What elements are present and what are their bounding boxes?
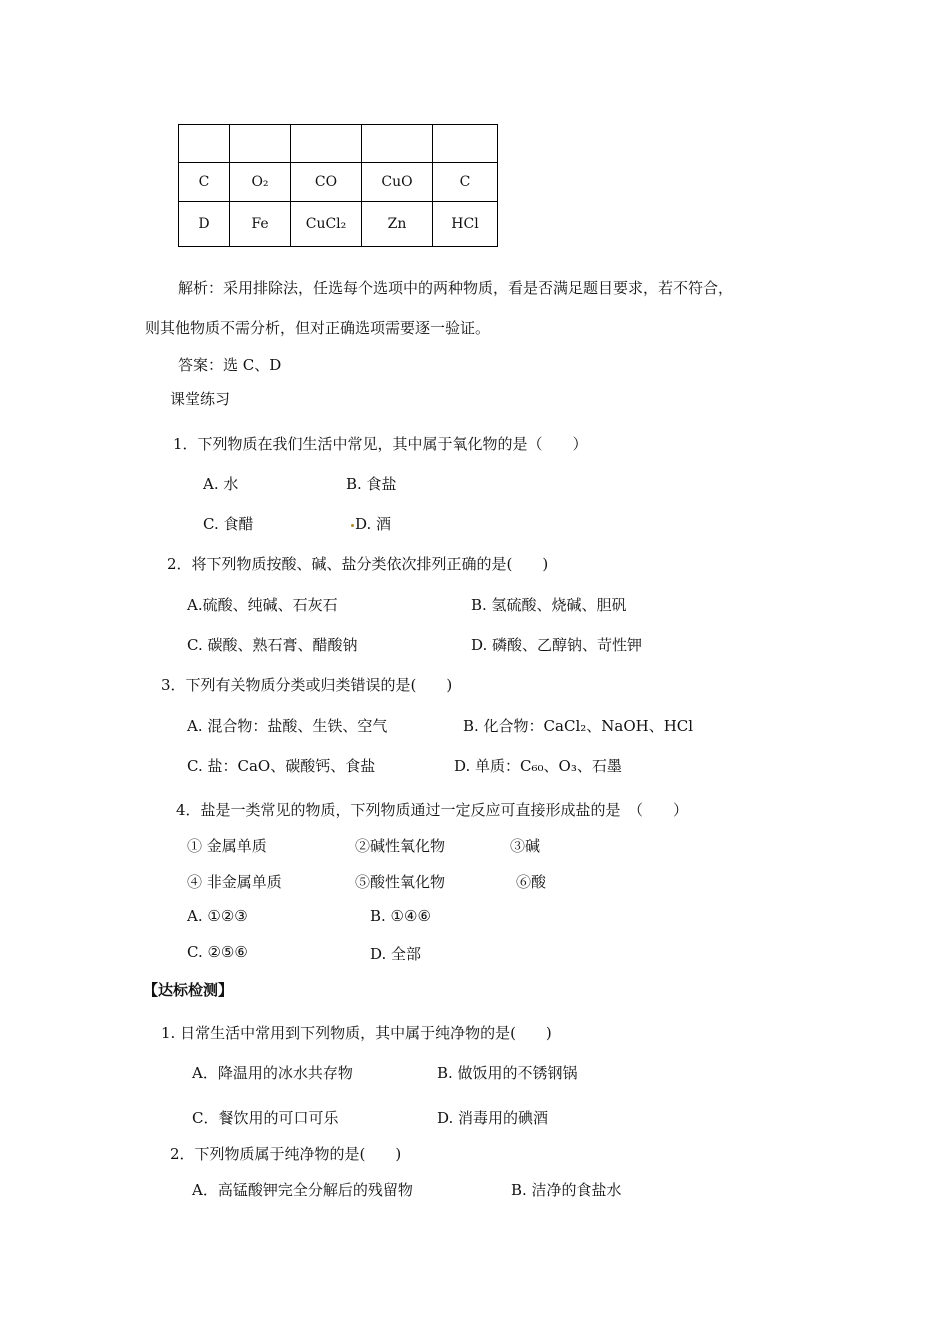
question-2-option-a: A.硫酸、纯碱、石灰石: [187, 596, 338, 614]
table-row: [179, 163, 498, 202]
question-4-item-2: ②碱性氧化物: [355, 837, 446, 855]
table-cell: C: [433, 163, 498, 202]
table-cell: [179, 125, 230, 163]
table-cell: Zn: [362, 202, 433, 247]
table-cell: HCl: [433, 202, 498, 247]
question-3-option-c: C. 盐：CaO、碳酸钙、食盐: [187, 757, 376, 775]
classroom-heading: 课堂练习: [170, 390, 231, 408]
table-cell: [433, 125, 498, 163]
question-4-option-a: A. ①②③: [187, 907, 248, 925]
table-cell: O₂: [230, 163, 291, 202]
analysis-line-1: 解析：采用排除法，任选每个选项中的两种物质，看是否满足题目要求，若不符合，: [178, 279, 734, 297]
analysis-line-2: 则其他物质不需分析，但对正确选项需要逐一验证。: [145, 319, 491, 337]
stray-dot: [351, 524, 354, 527]
question-4-item-3: ③碱: [510, 837, 541, 855]
question-4-option-b: B. ①④⑥: [370, 907, 431, 925]
table-row: [179, 202, 498, 247]
question-2-option-c: C. 碳酸、熟石膏、醋酸钠: [187, 636, 358, 654]
test-heading: 【达标检测】: [143, 981, 234, 999]
test-question-1-option-a: A．降温用的冰水共存物: [192, 1064, 353, 1082]
question-1-stem: 1．下列物质在我们生活中常见，其中属于氧化物的是（ ）: [173, 435, 588, 453]
table-row: [179, 125, 498, 163]
table-cell: CO: [291, 163, 362, 202]
question-1-option-d: D. 酒: [355, 515, 392, 533]
table-cell: [362, 125, 433, 163]
question-3-option-d: D. 单质：C₆₀、O₃、石墨: [454, 757, 622, 775]
test-question-1-stem: 1. 日常生活中常用到下列物质，其中属于纯净物的是( ): [161, 1024, 552, 1042]
option-table: [178, 124, 498, 247]
question-4-option-d: D. 全部: [370, 945, 422, 963]
question-4-option-c: C. ②⑤⑥: [187, 943, 248, 961]
question-4-item-1: ① 金属单质: [187, 837, 267, 855]
question-3-option-b: B. 化合物：CaCl₂、NaOH、HCl: [463, 717, 694, 735]
test-question-2-option-a: A．高锰酸钾完全分解后的残留物: [192, 1181, 413, 1199]
question-1-option-a: A. 水: [203, 475, 239, 493]
table-cell: D: [179, 202, 230, 247]
question-4-item-4: ④ 非金属单质: [187, 873, 282, 891]
question-4-stem: 4．盐是一类常见的物质，下列物质通过一定反应可直接形成盐的是 （ ）: [176, 801, 689, 819]
question-1-option-c: C. 食醋: [203, 515, 254, 533]
question-3-stem: 3．下列有关物质分类或归类错误的是( ): [161, 676, 453, 694]
question-4-item-5: ⑤酸性氧化物: [355, 873, 446, 891]
question-2-stem: 2．将下列物质按酸、碱、盐分类依次排列正确的是( ): [167, 555, 549, 573]
question-3-option-a: A. 混合物：盐酸、生铁、空气: [187, 717, 388, 735]
table-cell: CuO: [362, 163, 433, 202]
test-question-1-option-c: C．餐饮用的可口可乐: [192, 1109, 339, 1127]
table-cell: Fe: [230, 202, 291, 247]
table-cell: [230, 125, 291, 163]
question-1-option-b: B. 食盐: [346, 475, 397, 493]
test-question-2-stem: 2．下列物质属于纯净物的是( ): [170, 1145, 402, 1163]
test-question-1-option-b: B. 做饭用的不锈钢锅: [437, 1064, 578, 1082]
question-2-option-d: D. 磷酸、乙醇钠、苛性钾: [471, 636, 643, 654]
question-2-option-b: B. 氢硫酸、烧碱、胆矾: [471, 596, 627, 614]
answer-text: 答案：选 C、D: [178, 356, 282, 374]
question-4-item-6: ⑥酸: [516, 873, 547, 891]
test-question-1-option-d: D. 消毒用的碘酒: [437, 1109, 549, 1127]
table-cell: CuCl₂: [291, 202, 362, 247]
table-cell: C: [179, 163, 230, 202]
test-question-2-option-b: B. 洁净的食盐水: [511, 1181, 622, 1199]
table-cell: [291, 125, 362, 163]
